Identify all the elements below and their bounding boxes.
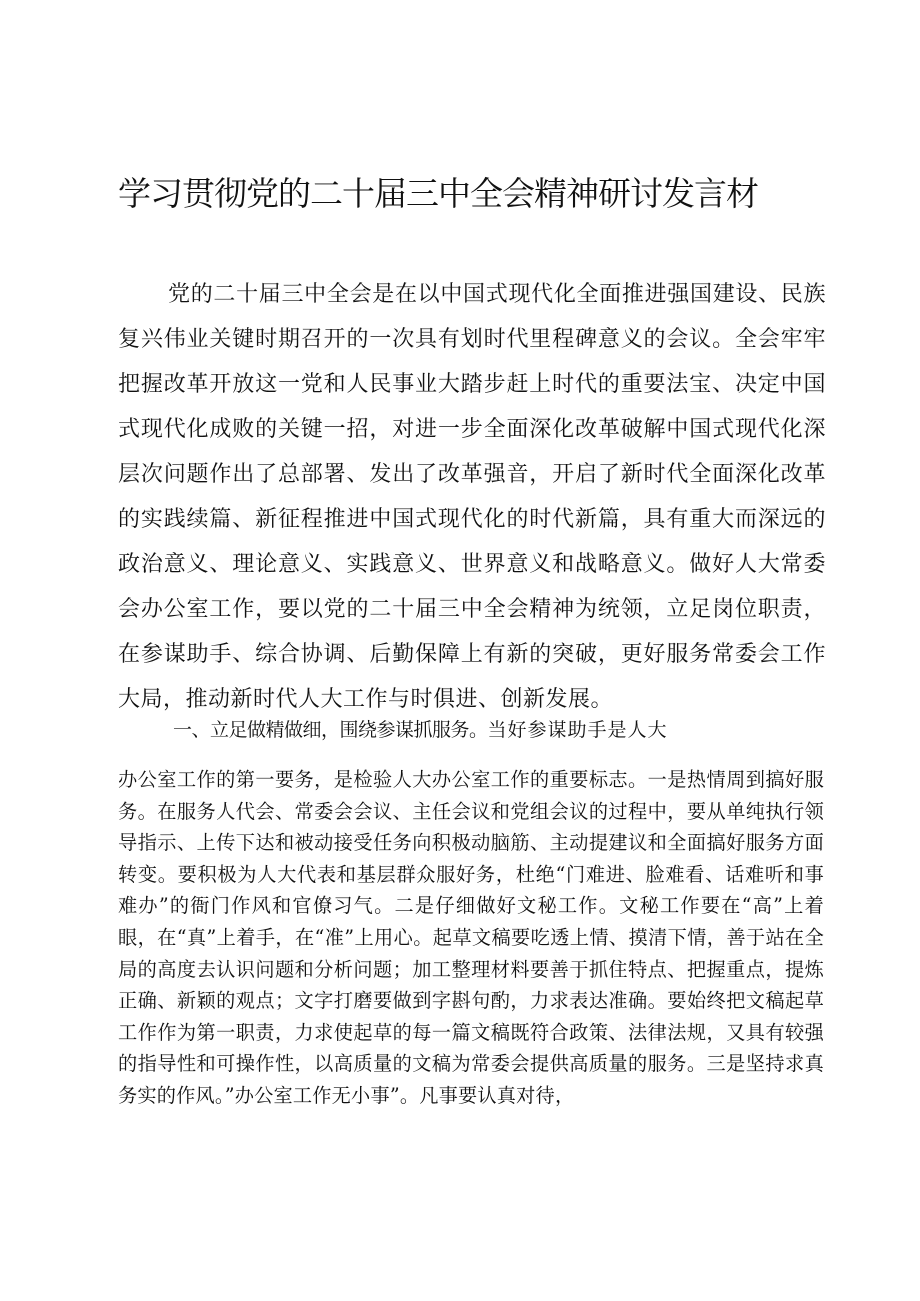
section-one-body: 办公室工作的第一要务，是检验人大办公室工作的重要标志。一是热情周到搞好服务。在服务人代会、常委会会议、主任会议和党组会议的过程中，要从单纯执行领导指示、上传下达和被动接受任务向积极动脑筋、主动提建议和全面搞好服务方面转变。要积极为人大代表和基层群众服好务，杜绝“门难进、脸难看、话难听和事难办”的衙门作风和官僚习气。二是仔细做好文秘工作。文秘工作要在“高”上着眼，在“真”上着手，在“准”上用心。起草文稿要吃透上情、摸清下情，善于站在全局的高度去认识问题和分析问题；加工整理材料要善于抓住特点、把握重点，提炼正确、新颖的观点；文字打磨要做到字斟句酌，力求表达准确。要始终把文稿起草工作作为第一职责，力求使起草的每一篇文稿既符合政策、法律法规，又具有较强的指导性和可操作性，以高质量的文稿为常委会提供高质量的服务。三是坚持求真务实的作风。”办公室工作无小事”。凡事要认真对待， [118, 768, 824, 1107]
section-one-heading: 一、立足做精做细，围绕参谋抓服务。 [173, 719, 488, 741]
section-one-heading-line [173, 713, 813, 748]
intro-paragraph: 党的二十届三中全会是在以中国式现代化全面推进强国建设、民族复兴伟业关键时期召开的一次具有划时代里程碑意义的会议。全会牢牢把握改革开放这一党和人民事业大踏步赶上时代的重要法宝、决定中国式现代化成败的关键一招，对进一步全面深化改革破解中国式现代化深层次问题作出了总部署、发出了改革强音，开启了新时代全面深化改革的实践续篇、新征程推进中国式现代化的时代新篇，具有重大而深远的政治意义、理论意义、实践意义、世界意义和战略意义。做好人大常委会办公室工作，要以党的二十届三中全会精神为统领，立足岗位职责，在参谋助手、综合协调、后勤保障上有新的突破，更好服务常委会工作大局，推动新时代人大工作与时俱进、创新发展。 [118, 282, 826, 712]
section-one-heading-continuation: 当好参谋助手是人大 [487, 719, 668, 741]
document-title: 学习贯彻党的二十届三中全会精神研讨发言材 [118, 174, 758, 214]
